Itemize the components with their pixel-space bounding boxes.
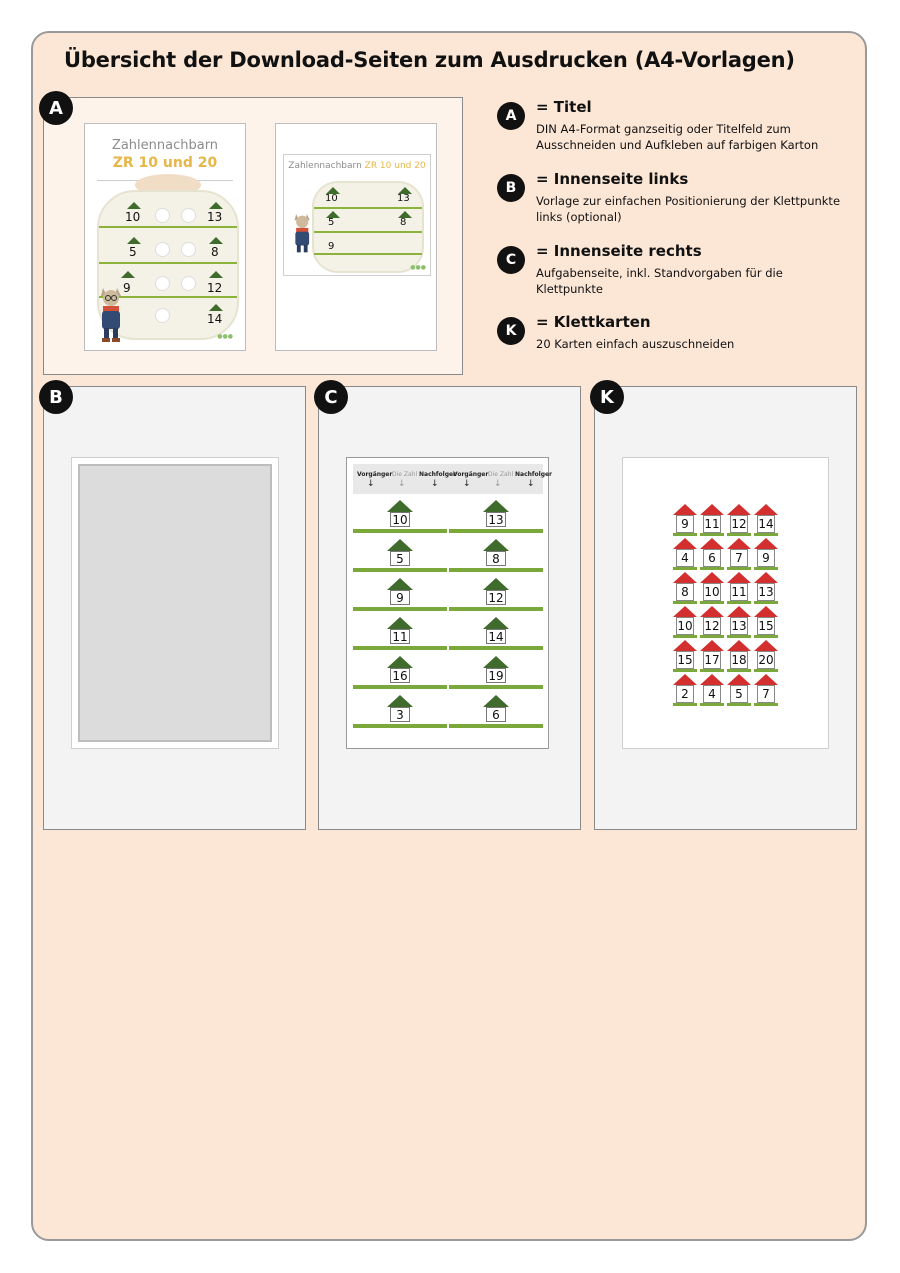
task-row xyxy=(353,613,447,650)
page2-title: Zahlennachbarn xyxy=(288,161,362,171)
grass-strip xyxy=(700,669,724,672)
red-roof-icon xyxy=(727,538,751,549)
badge-k: K xyxy=(590,380,624,414)
panel-k-cards xyxy=(594,386,857,830)
number-card[interactable] xyxy=(673,572,697,604)
number-card[interactable] xyxy=(727,674,751,706)
grass-strip xyxy=(754,601,778,604)
arrow-down-icon: ↓ xyxy=(463,479,471,489)
grass-strip xyxy=(353,724,447,728)
house-icon xyxy=(209,202,223,209)
cat-illustration xyxy=(290,209,316,259)
grass-strip xyxy=(449,529,543,533)
cards-page xyxy=(622,457,829,749)
number-card[interactable] xyxy=(673,538,697,570)
number-card[interactable] xyxy=(754,640,778,672)
legend-badge-a: A xyxy=(497,102,525,130)
card-number: 2 xyxy=(676,685,694,703)
panel-b-inner-left xyxy=(43,386,306,830)
grass-strip xyxy=(754,533,778,536)
house-icon xyxy=(387,578,413,605)
grass-strip xyxy=(727,601,751,604)
grass-strip xyxy=(700,703,724,706)
task-page xyxy=(346,457,553,749)
house-number: 8 xyxy=(486,551,506,566)
red-roof-icon xyxy=(700,674,724,685)
legend-badge-k: K xyxy=(497,317,525,345)
arrow-down-icon: ↓ xyxy=(398,479,406,489)
grass-strip xyxy=(754,669,778,672)
card-number: 14 xyxy=(758,517,774,531)
title-page-cutout xyxy=(275,123,437,351)
house-number: 6 xyxy=(486,707,506,722)
task-row xyxy=(449,535,543,572)
number-card[interactable] xyxy=(700,674,724,706)
cat-illustration xyxy=(95,284,129,344)
card-number: 10 xyxy=(704,585,720,599)
red-roof-icon xyxy=(727,606,751,617)
page1-number: 5 xyxy=(129,245,137,259)
grass-strip xyxy=(353,607,447,611)
task-row xyxy=(449,652,543,689)
grass-strip xyxy=(727,533,751,536)
legend-title: = Titel xyxy=(536,98,592,116)
number-card[interactable] xyxy=(727,504,751,536)
red-roof-icon xyxy=(700,538,724,549)
grass-strip xyxy=(673,669,697,672)
house-icon xyxy=(127,237,141,244)
house-number: 5 xyxy=(390,551,410,566)
red-roof-icon xyxy=(700,504,724,515)
task-row xyxy=(449,691,543,728)
house-icon xyxy=(121,271,135,278)
house-icon xyxy=(483,578,509,605)
badge-c: C xyxy=(314,380,348,414)
red-roof-icon xyxy=(673,640,697,651)
grass-strip xyxy=(673,533,697,536)
house-icon xyxy=(387,539,413,566)
task-row xyxy=(353,691,447,728)
number-card[interactable] xyxy=(754,674,778,706)
title-field xyxy=(283,154,431,276)
red-roof-icon xyxy=(673,674,697,685)
inner-left-page xyxy=(71,457,279,749)
red-roof-icon xyxy=(727,572,751,583)
red-roof-icon xyxy=(700,606,724,617)
number-card[interactable] xyxy=(700,572,724,604)
column-header: Nachfolger xyxy=(515,471,553,478)
badge-b: B xyxy=(39,380,73,414)
number-card[interactable] xyxy=(673,640,697,672)
legend-description: DIN A4-Format ganzseitig oder Titelfeld zum Ausschneiden und Aufkleben auf farbigen Karton xyxy=(536,122,819,152)
house-icon xyxy=(483,695,509,722)
task-row xyxy=(449,574,543,611)
card-number: 11 xyxy=(731,585,747,599)
page2-subtitle: ZR 10 und 20 xyxy=(364,161,426,171)
house-icon xyxy=(387,695,413,722)
house-icon xyxy=(209,237,223,244)
card-number: 13 xyxy=(731,619,747,633)
house-number: 19 xyxy=(486,668,506,683)
number-card[interactable] xyxy=(727,572,751,604)
legend-title: = Innenseite rechts xyxy=(536,242,702,260)
number-card[interactable] xyxy=(700,538,724,570)
grass-strip xyxy=(727,703,751,706)
card-number: 9 xyxy=(676,515,694,533)
grass-strip xyxy=(700,635,724,638)
page1-number: 8 xyxy=(211,245,219,259)
house-icon xyxy=(209,304,223,311)
house-icon xyxy=(483,500,509,527)
red-roof-icon xyxy=(727,504,751,515)
legend-title: = Klettkarten xyxy=(536,313,651,331)
house-icon xyxy=(387,617,413,644)
house-number: 9 xyxy=(390,590,410,605)
page1-title: Zahlennachbarn xyxy=(111,138,219,153)
page2-number: 10 xyxy=(325,193,338,204)
red-roof-icon xyxy=(673,572,697,583)
grass-strip xyxy=(673,635,697,638)
card-number: 12 xyxy=(704,619,720,633)
page1-number: 14 xyxy=(207,312,223,326)
card-number: 7 xyxy=(730,549,748,567)
number-card[interactable] xyxy=(754,606,778,638)
house-number: 10 xyxy=(390,512,410,527)
red-roof-icon xyxy=(727,674,751,685)
page2-number: 8 xyxy=(400,217,407,228)
number-card[interactable] xyxy=(700,640,724,672)
card-number: 10 xyxy=(677,619,693,633)
red-roof-icon xyxy=(754,606,778,617)
grass-strip xyxy=(449,685,543,689)
number-card[interactable] xyxy=(727,606,751,638)
card-number: 11 xyxy=(704,517,720,531)
grass-strip xyxy=(673,567,697,570)
grass-strip xyxy=(700,601,724,604)
house-number: 14 xyxy=(486,629,506,644)
grass-strip xyxy=(449,724,543,728)
number-card[interactable] xyxy=(727,640,751,672)
grass-strip xyxy=(700,533,724,536)
card-number: 13 xyxy=(758,585,774,599)
number-card[interactable] xyxy=(700,504,724,536)
card-number: 9 xyxy=(757,549,775,567)
red-roof-icon xyxy=(700,572,724,583)
number-card[interactable] xyxy=(754,504,778,536)
house-icon xyxy=(483,656,509,683)
card-number: 20 xyxy=(758,653,774,667)
card-number: 8 xyxy=(676,583,694,601)
grass-strip xyxy=(449,607,543,611)
grass-strip xyxy=(449,568,543,572)
task-row xyxy=(449,496,543,533)
arrow-down-icon: ↓ xyxy=(431,479,439,489)
card-number: 15 xyxy=(758,619,774,633)
column-header: Vorgänger xyxy=(357,471,393,478)
grass-strip xyxy=(754,635,778,638)
red-roof-icon xyxy=(754,640,778,651)
house-number: 13 xyxy=(486,512,506,527)
publisher-logo: ●●● xyxy=(217,333,233,340)
grass-strip xyxy=(353,646,447,650)
task-row xyxy=(353,535,447,572)
legend-description: Vorlage zur einfachen Positionierung der Klettpunkte links (optional) xyxy=(536,194,841,224)
card-number: 18 xyxy=(731,653,747,667)
task-row xyxy=(353,496,447,533)
column-header: Vorgänger xyxy=(453,471,489,478)
column-header: Die Zahl xyxy=(488,471,514,478)
red-roof-icon xyxy=(673,606,697,617)
number-card[interactable] xyxy=(727,538,751,570)
legend-description: 20 Karten einfach auszuschneiden xyxy=(536,337,735,351)
grass-strip xyxy=(673,601,697,604)
card-number: 4 xyxy=(703,685,721,703)
house-number: 3 xyxy=(390,707,410,722)
card-number: 5 xyxy=(730,685,748,703)
page2-number: 9 xyxy=(328,241,335,252)
title-page-full xyxy=(84,123,246,351)
grass-strip xyxy=(754,567,778,570)
arrow-down-icon: ↓ xyxy=(367,479,375,489)
grass-strip xyxy=(353,529,447,533)
legend-description: Aufgabenseite, inkl. Standvorgaben für die Klettpunkte xyxy=(536,266,783,296)
task-row xyxy=(353,652,447,689)
card-number: 6 xyxy=(703,549,721,567)
number-card[interactable] xyxy=(673,606,697,638)
velcro-template-area xyxy=(78,464,272,742)
page1-number: 10 xyxy=(125,210,141,224)
house-icon xyxy=(387,656,413,683)
card-number: 17 xyxy=(704,653,720,667)
number-card[interactable] xyxy=(754,572,778,604)
house-icon xyxy=(483,539,509,566)
red-roof-icon xyxy=(700,640,724,651)
card-number: 12 xyxy=(731,517,747,531)
house-number: 11 xyxy=(390,629,410,644)
red-roof-icon xyxy=(673,538,697,549)
legend-badge-b: B xyxy=(497,174,525,202)
house-number: 16 xyxy=(390,668,410,683)
house-icon xyxy=(387,500,413,527)
red-roof-icon xyxy=(754,504,778,515)
grass-strip xyxy=(727,635,751,638)
card-number: 7 xyxy=(757,685,775,703)
badge-a: A xyxy=(39,91,73,125)
column-header: Nachfolger xyxy=(419,471,457,478)
task-row xyxy=(449,613,543,650)
number-card[interactable] xyxy=(673,504,697,536)
page2-number: 13 xyxy=(397,193,410,204)
arrow-down-icon: ↓ xyxy=(527,479,535,489)
number-card[interactable] xyxy=(754,538,778,570)
house-number: 12 xyxy=(486,590,506,605)
legend-badge-c: C xyxy=(497,246,525,274)
card-number: 4 xyxy=(676,549,694,567)
task-row xyxy=(353,574,447,611)
page1-number: 13 xyxy=(207,210,223,224)
red-roof-icon xyxy=(754,538,778,549)
page1-number: 12 xyxy=(207,281,223,295)
column-header: Die Zahl xyxy=(392,471,418,478)
grass-strip xyxy=(727,567,751,570)
grass-strip xyxy=(700,567,724,570)
grass-strip xyxy=(727,669,751,672)
house-icon xyxy=(209,271,223,278)
panel-c-inner-right xyxy=(318,386,581,830)
red-roof-icon xyxy=(673,504,697,515)
grass-strip xyxy=(754,703,778,706)
grass-strip xyxy=(449,646,543,650)
publisher-logo: ●●● xyxy=(410,264,426,271)
red-roof-icon xyxy=(754,572,778,583)
red-roof-icon xyxy=(727,640,751,651)
cloud-shape xyxy=(312,181,424,273)
number-card[interactable] xyxy=(700,606,724,638)
house-icon xyxy=(127,202,141,209)
grass-strip xyxy=(353,568,447,572)
card-number: 15 xyxy=(677,653,693,667)
page2-number: 5 xyxy=(328,217,335,228)
grass-strip xyxy=(353,685,447,689)
panel-a-title-preview xyxy=(43,97,463,375)
page1-subtitle: ZR 10 und 20 xyxy=(112,155,218,171)
arrow-down-icon: ↓ xyxy=(494,479,502,489)
page-title: Übersicht der Download-Seiten zum Ausdrucken (A4-Vorlagen) xyxy=(64,48,795,72)
house-icon xyxy=(483,617,509,644)
legend-title: = Innenseite links xyxy=(536,170,689,188)
red-roof-icon xyxy=(754,674,778,685)
page1-number: 9 xyxy=(123,281,131,295)
number-card[interactable] xyxy=(673,674,697,706)
grass-strip xyxy=(673,703,697,706)
